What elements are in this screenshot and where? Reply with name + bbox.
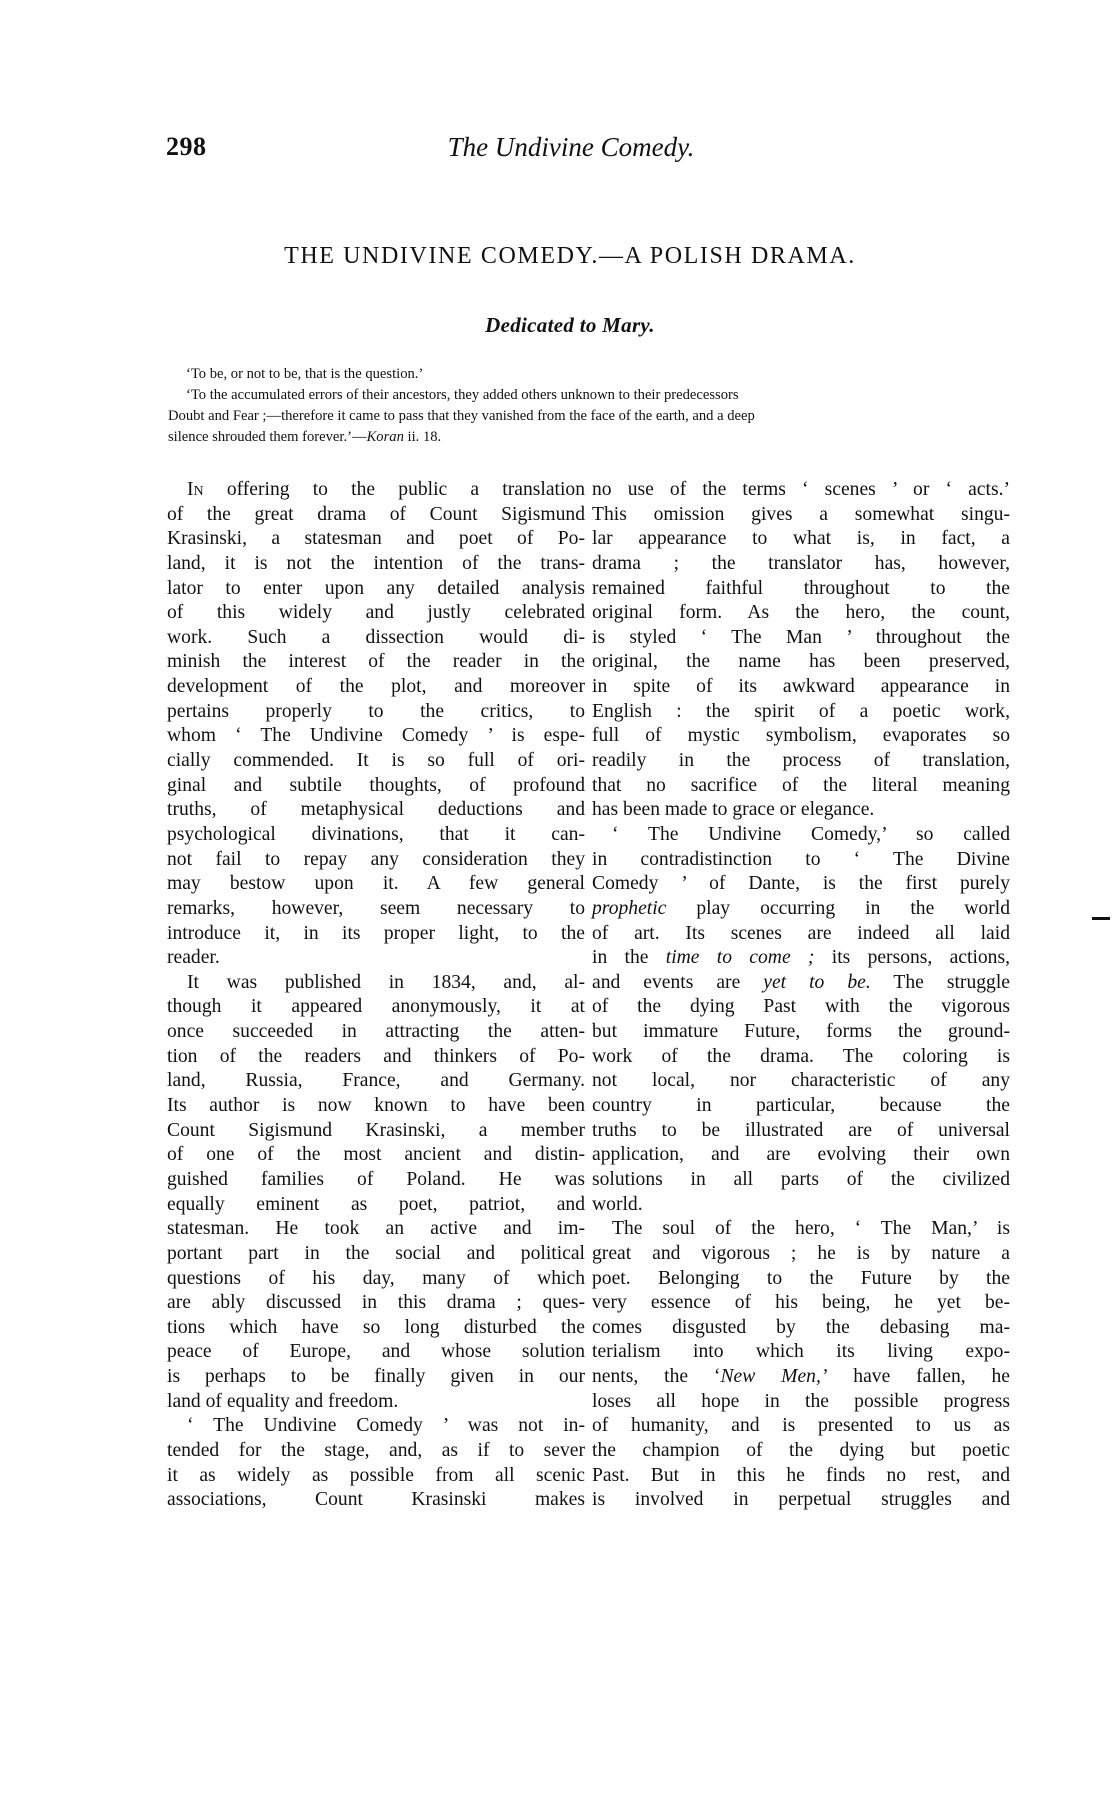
text-line xyxy=(592,577,1010,602)
line-text: introduce it, in its proper light, to the xyxy=(167,922,585,944)
text-line xyxy=(592,897,1010,922)
line-text: Past. But in this he finds no rest, and xyxy=(592,1464,1010,1486)
line-text: nents, the ‘ xyxy=(592,1366,721,1388)
line-text: This omission gives a somewhat singu- xyxy=(592,503,1010,525)
text-line xyxy=(592,1217,1010,1242)
line-text: land of equality and freedom. xyxy=(167,1390,399,1412)
text-line xyxy=(592,650,1010,675)
italic-text: time to come ; xyxy=(665,947,815,969)
line-text: has been made to grace or elegance. xyxy=(592,799,875,821)
line-text: it as widely as possible from all scenic xyxy=(167,1464,585,1486)
italic-text: yet to be. xyxy=(763,971,871,993)
right-column xyxy=(592,478,1010,1513)
text-line xyxy=(167,577,585,602)
line-text: but immature Future, forms the ground- xyxy=(592,1021,1010,1043)
italic-text: New Men,’ xyxy=(720,1366,828,1388)
line-text: Krasinski, a statesman and poet of Po- xyxy=(167,528,585,550)
epigraph-line: ‘To be, or not to be, that is the question.’ xyxy=(186,366,424,382)
line-text: associations, Count Krasinski makes xyxy=(167,1489,585,1511)
line-text: very essence of his being, he yet be- xyxy=(592,1292,1010,1314)
text-line xyxy=(592,478,1010,503)
article-title: THE UNDIVINE COMEDY.—A POLISH DRAMA. xyxy=(284,243,856,269)
line-text: application, and are evolving their own xyxy=(592,1144,1010,1166)
text-line xyxy=(167,1365,585,1390)
line-text: lator to enter upon any detailed analysis xyxy=(167,577,585,599)
epigraph-line: Doubt and Fear ;—therefore it came to pass that they vanished from the face of the earth, and a deep xyxy=(168,408,755,424)
text-line xyxy=(167,897,585,922)
text-line xyxy=(592,1094,1010,1119)
line-text: ‘ The Undivine Comedy ’ was not in- xyxy=(187,1415,585,1437)
text-line xyxy=(592,823,1010,848)
text-line xyxy=(592,1242,1010,1267)
line-text: in contradistinction to ‘ The Divine xyxy=(592,848,1010,870)
text-line xyxy=(167,1464,585,1489)
text-line xyxy=(167,724,585,749)
text-line xyxy=(167,503,585,528)
text-line xyxy=(592,675,1010,700)
line-text: and events are xyxy=(592,971,741,993)
line-text: not local, nor characteristic of any xyxy=(592,1070,1010,1092)
left-column xyxy=(167,478,585,1513)
text-line xyxy=(167,946,585,971)
dedication: Dedicated to Mary. xyxy=(485,313,655,337)
italic-text: prophetic xyxy=(592,897,667,919)
text-line xyxy=(167,1193,585,1218)
text-line xyxy=(167,749,585,774)
line-text: remained faithful throughout to the xyxy=(592,577,1010,599)
line-text: original, the name has been preserved, xyxy=(592,651,1010,673)
line-text: Comedy ’ of Dante, is the first purely xyxy=(592,873,1010,895)
line-text: of humanity, and is presented to us as xyxy=(592,1415,1010,1437)
line-text: its persons, actions, xyxy=(831,947,1011,969)
text-line xyxy=(167,700,585,725)
epigraph-text: silence shrouded them forever.’— xyxy=(168,429,367,445)
line-text: remarks, however, seem necessary to xyxy=(167,897,585,919)
line-text: great and vigorous ; he is by nature a xyxy=(592,1242,1010,1264)
text-line xyxy=(592,503,1010,528)
line-text: portant part in the social and political xyxy=(167,1242,585,1264)
text-line xyxy=(167,1119,585,1144)
text-line xyxy=(592,1316,1010,1341)
line-text: country in particular, because the xyxy=(592,1095,1010,1117)
line-text: is perhaps to be finally given in our xyxy=(167,1366,585,1388)
page-number: 298 xyxy=(166,132,207,161)
text-line xyxy=(167,675,585,700)
text-line xyxy=(592,1340,1010,1365)
text-line xyxy=(167,798,585,823)
line-text: whom ‘ The Undivine Comedy ’ is espe- xyxy=(167,725,585,747)
text-line xyxy=(167,1217,585,1242)
line-text: the champion of the dying but poetic xyxy=(592,1439,1010,1461)
epigraph-source: Koran xyxy=(366,429,404,445)
line-text: land, it is not the intention of the trans- xyxy=(167,552,585,574)
text-line xyxy=(167,1143,585,1168)
epigraph-line: ‘To the accumulated errors of their ancestors, they added others unknown to their predecessors xyxy=(186,387,739,403)
line-text: lar appearance to what is, in fact, a xyxy=(592,528,1010,550)
text-line xyxy=(167,995,585,1020)
text-line xyxy=(167,552,585,577)
text-line xyxy=(167,1291,585,1316)
text-line xyxy=(167,848,585,873)
line-text: may bestow upon it. A few general xyxy=(167,873,585,895)
text-line xyxy=(167,774,585,799)
line-text: pertains properly to the critics, to xyxy=(167,700,585,722)
line-text: of the dying Past with the vigorous xyxy=(592,996,1010,1018)
text-line xyxy=(592,946,1010,971)
text-line xyxy=(592,1390,1010,1415)
line-text: land, Russia, France, and Germany. xyxy=(167,1070,585,1092)
line-text: ginal and subtile thoughts, of profound xyxy=(167,774,585,796)
line-text: that no sacrifice of the literal meaning xyxy=(592,774,1010,796)
line-text: work of the drama. The coloring is xyxy=(592,1045,1010,1067)
text-line xyxy=(592,700,1010,725)
line-text: ‘ The Undivine Comedy,’ so called xyxy=(612,823,1010,845)
text-line xyxy=(592,1193,1010,1218)
line-text: have fallen, he xyxy=(853,1366,1010,1388)
line-text: solutions in all parts of the civilized xyxy=(592,1168,1010,1190)
line-text: truths, of metaphysical deductions and xyxy=(167,799,585,821)
text-line xyxy=(167,922,585,947)
text-line xyxy=(592,1414,1010,1439)
text-line xyxy=(167,527,585,552)
text-line xyxy=(167,872,585,897)
text-line xyxy=(592,749,1010,774)
text-line xyxy=(167,823,585,848)
text-line xyxy=(167,478,585,503)
text-line xyxy=(592,1488,1010,1513)
line-text: The soul of the hero, ‘ The Man,’ is xyxy=(612,1218,1010,1240)
text-line xyxy=(592,774,1010,799)
text-line xyxy=(592,971,1010,996)
line-text: tion of the readers and thinkers of Po- xyxy=(167,1045,585,1067)
line-text: questions of his day, many of which xyxy=(167,1267,585,1289)
line-text: readily in the process of translation, xyxy=(592,750,1010,772)
line-text: Its author is now known to have been xyxy=(167,1095,585,1117)
text-line xyxy=(592,848,1010,873)
text-line xyxy=(167,1242,585,1267)
text-line xyxy=(592,922,1010,947)
line-text: cially commended. It is so full of ori- xyxy=(167,750,585,772)
line-text: The struggle xyxy=(893,971,1010,993)
line-text: It was published in 1834, and, al- xyxy=(187,971,585,993)
line-text: work. Such a dissection would di- xyxy=(167,626,585,648)
line-text: English : the spirit of a poetic work, xyxy=(592,700,1010,722)
text-line xyxy=(167,1267,585,1292)
text-line xyxy=(592,798,1010,823)
line-text: are ably discussed in this drama ; ques- xyxy=(167,1292,585,1314)
text-line xyxy=(592,552,1010,577)
line-text: offering to the public a translation xyxy=(203,479,585,500)
text-line xyxy=(592,1291,1010,1316)
line-text: loses all hope in the possible progress xyxy=(592,1390,1010,1412)
text-line xyxy=(167,626,585,651)
text-line xyxy=(167,1488,585,1513)
line-text: minish the interest of the reader in the xyxy=(167,651,585,673)
line-text: of the great drama of Count Sigismund xyxy=(167,503,585,525)
running-title: The Undivine Comedy. xyxy=(447,132,695,162)
small-caps-opening: In xyxy=(187,479,204,500)
text-line xyxy=(592,1267,1010,1292)
line-text: tended for the stage, and, as if to sever xyxy=(167,1439,585,1461)
text-line xyxy=(592,1439,1010,1464)
text-line xyxy=(592,1365,1010,1390)
line-text: of one of the most ancient and distin- xyxy=(167,1144,585,1166)
line-text: statesman. He took an active and im- xyxy=(167,1218,585,1240)
text-line xyxy=(167,1340,585,1365)
line-text: Count Sigismund Krasinski, a member xyxy=(167,1119,585,1141)
text-line xyxy=(167,1168,585,1193)
text-line xyxy=(167,601,585,626)
line-text: is involved in perpetual struggles and xyxy=(592,1489,1010,1511)
text-line xyxy=(592,626,1010,651)
text-line xyxy=(592,872,1010,897)
line-text: is styled ‘ The Man ’ throughout the xyxy=(592,626,1010,648)
text-line xyxy=(592,1464,1010,1489)
line-text: original form. As the hero, the count, xyxy=(592,602,1010,624)
text-line xyxy=(167,1316,585,1341)
line-text: development of the plot, and moreover xyxy=(167,676,585,698)
text-line xyxy=(592,1045,1010,1070)
margin-dash-mark xyxy=(1092,917,1110,920)
text-line xyxy=(592,724,1010,749)
line-text: of this widely and justly celebrated xyxy=(167,602,585,624)
line-text: world. xyxy=(592,1193,643,1215)
line-text: truths to be illustrated are of universal xyxy=(592,1119,1010,1141)
line-text: though it appeared anonymously, it at xyxy=(167,996,585,1018)
text-line xyxy=(167,650,585,675)
text-line xyxy=(592,527,1010,552)
text-line xyxy=(592,1069,1010,1094)
text-line xyxy=(167,1390,585,1415)
line-text: play occurring in the world xyxy=(696,897,1010,919)
text-line xyxy=(167,971,585,996)
text-line xyxy=(167,1045,585,1070)
epigraph-line xyxy=(168,427,990,448)
line-text: terialism into which its living expo- xyxy=(592,1341,1010,1363)
line-text: of art. Its scenes are indeed all laid xyxy=(592,922,1010,944)
epigraph-reference: ii. 18. xyxy=(403,429,442,445)
running-head xyxy=(166,132,996,168)
text-line xyxy=(167,1069,585,1094)
line-text: equally eminent as poet, patriot, and xyxy=(167,1193,585,1215)
text-line xyxy=(592,1119,1010,1144)
line-text: reader. xyxy=(167,947,220,969)
line-text: in spite of its awkward appearance in xyxy=(592,676,1010,698)
line-text: no use of the terms ‘ scenes ’ or ‘ acts.’ xyxy=(592,479,1010,500)
line-text: once succeeded in attracting the atten- xyxy=(167,1021,585,1043)
text-line xyxy=(592,995,1010,1020)
line-text: psychological divinations, that it can- xyxy=(167,823,585,845)
line-text: guished families of Poland. He was xyxy=(167,1168,585,1190)
line-text: poet. Belonging to the Future by the xyxy=(592,1267,1010,1289)
text-line xyxy=(592,1168,1010,1193)
text-line xyxy=(592,601,1010,626)
line-text: full of mystic symbolism, evaporates so xyxy=(592,725,1010,747)
line-text: drama ; the translator has, however, xyxy=(592,552,1010,574)
text-line xyxy=(167,1020,585,1045)
line-text: not fail to repay any consideration they xyxy=(167,848,585,870)
text-line xyxy=(592,1143,1010,1168)
text-line xyxy=(167,1094,585,1119)
line-text: in the xyxy=(592,947,649,969)
text-line xyxy=(167,1414,585,1439)
line-text: tions which have so long disturbed the xyxy=(167,1316,585,1338)
line-text: peace of Europe, and whose solution xyxy=(167,1341,585,1363)
text-line xyxy=(592,1020,1010,1045)
epigraph xyxy=(168,364,990,448)
line-text: comes disgusted by the debasing ma- xyxy=(592,1316,1010,1338)
text-line xyxy=(167,1439,585,1464)
